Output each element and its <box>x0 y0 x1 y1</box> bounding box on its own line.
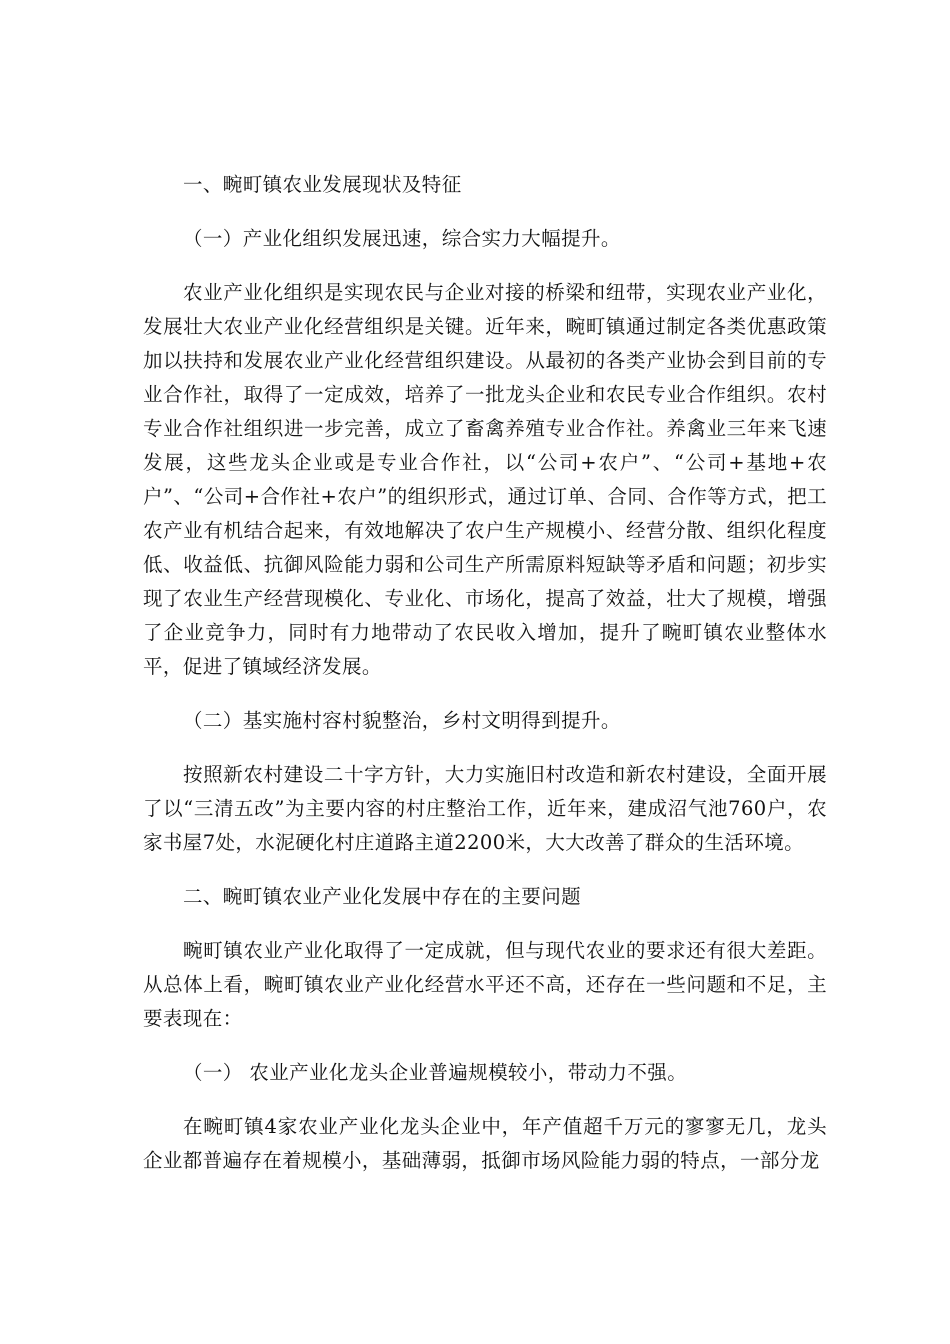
body-paragraph-4: 在畹町镇4家农业产业化龙头企业中，年产值超千万元的寥寥无几，龙头企业都普遍存在着规模小，基础薄弱，抵御市场风险能力弱的特点，一部分龙 <box>143 1115 827 1172</box>
body-paragraph-2: 按照新农村建设二十字方针，大力实施旧村改造和新农村建设，全面开展了以“三清五改”为主要内容的村庄整治工作，近年来，建成沼气池760户，农家书屋7处，水泥硬化村庄道路主道2200米，大大改善了群众的生活环境。 <box>143 763 827 854</box>
body-paragraph-3: 畹町镇农业产业化取得了一定成就，但与现代农业的要求还有很大差距。从总体上看，畹町镇农业产业化经营水平还不高，还存在一些问题和不足，主要表现在： <box>143 939 827 1030</box>
subsection-heading-1-2: （二）基实施村容村貌整治，乡村文明得到提升。 <box>183 709 621 732</box>
document-page <box>143 168 827 1178</box>
section-heading-2: 二、畹町镇农业产业化发展中存在的主要问题 <box>183 885 582 908</box>
body-paragraph-1: 农业产业化组织是实现农民与企业对接的桥梁和纽带，实现农业产业化，发展壮大农业产业化经营组织是关键。近年来，畹町镇通过制定各类优惠政策加以扶持和发展农业产业化经营组织建设。从最初的各类产业协会到目前的专业合作社，取得了一定成效，培养了一批龙头企业和农民专业合作组织。农村专业合作社组织进一步完善，成立了畜禽养殖专业合作社。养禽业三年来飞速发展，这些龙头企业或是专业合作社，以“公司+农户”、“公司+基地+农户”、“公司+合作社+农户”的组织形式，通过订单、合同、合作等方式，把工农产业有机结合起来，有效地解决了农户生产规模小、经营分散、组织化程度低、收益低、抗御风险能力弱和公司生产所需原料短缺等矛盾和问题；初步实现了农业生产经营现模化、专业化、市场化，提高了效益，壮大了规模，增强了企业竞争力，同时有力地带动了农民收入增加，提升了畹町镇农业整体水平，促进了镇域经济发展。 <box>143 281 827 678</box>
subsection-heading-2-1: （一） 农业产业化龙头企业普遍规模较小，带动力不强。 <box>183 1061 688 1084</box>
subsection-heading-1-1: （一）产业化组织发展迅速，综合实力大幅提升。 <box>183 227 621 250</box>
section-heading-1: 一、畹町镇农业发展现状及特征 <box>183 173 462 196</box>
